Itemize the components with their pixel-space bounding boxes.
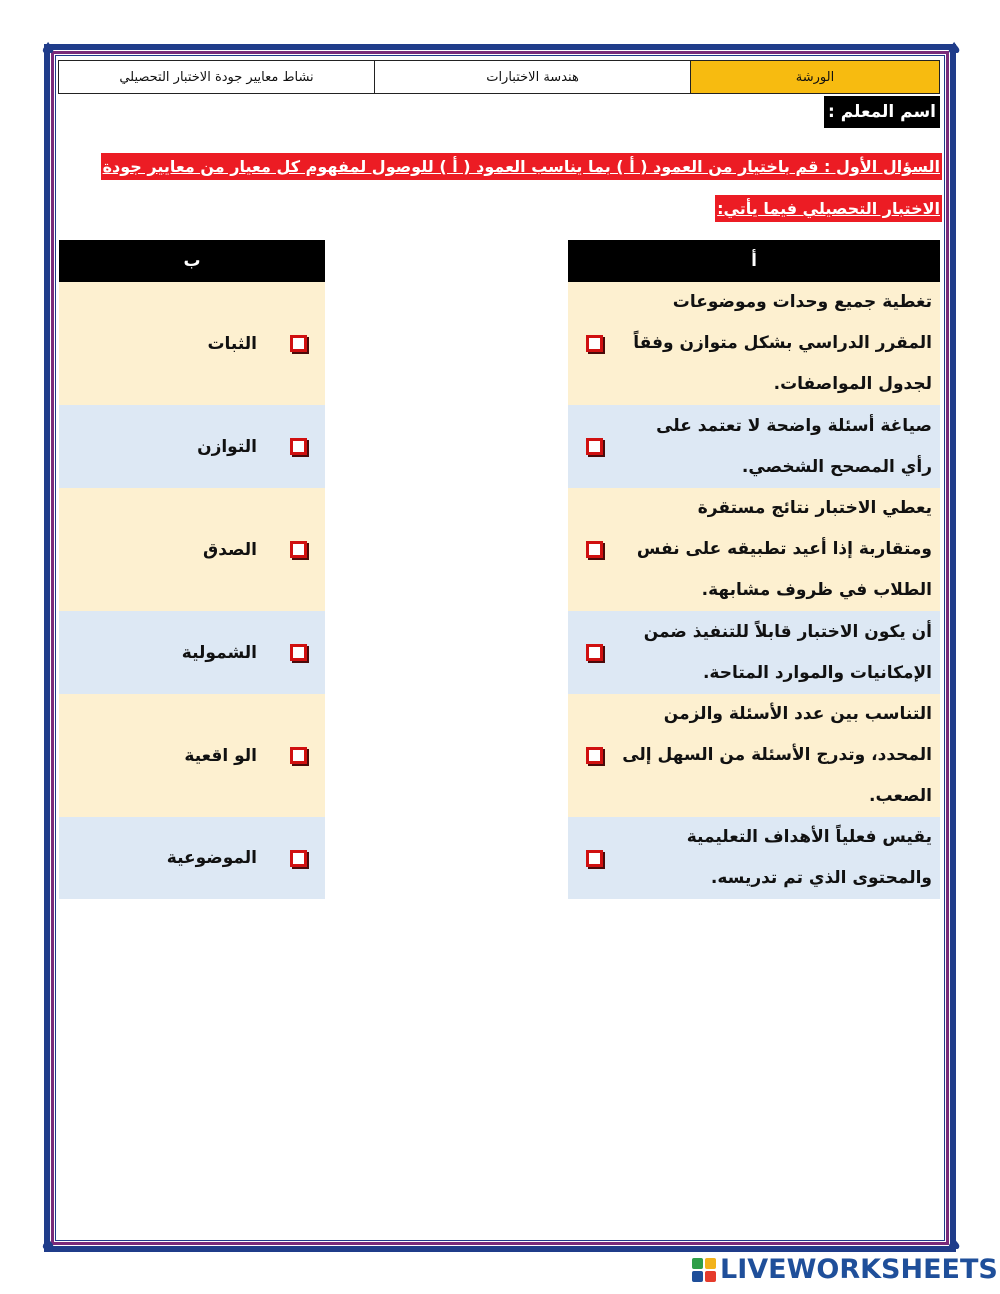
liveworksheets-logo[interactable] [692,1254,998,1285]
question-text: السؤال الأول : قم باختيار من العمود ( أ ) بما يناسب العمود ( أ ) للوصول لمفهوم كل معيار من معايير جودة الاختبار التحصيلي فيما يأتي: [82,146,942,230]
corner-ornament-icon: ♠ [40,39,57,60]
column-b-text: الموضوعية [166,848,257,868]
checkbox-a-2[interactable] [586,438,603,455]
column-a-text: أن يكون الاختبار قابلاً للتنفيذ ضمن الإمكانيات والموارد المتاحة. [643,621,932,683]
column-a-text: التناسب بين عدد الأسئلة والزمن المحدد، وتدرج الأسئلة من السهل إلى الصعب. [622,704,932,806]
column-a-row [568,488,940,611]
column-a-text: صياغة أسئلة واضحة لا تعتمد على رأي المصحح الشخصي. [656,415,932,477]
column-a-text: يعطي الاختبار نتائج مستقرة ومتقاربة إذا أعيد تطبيقه على نفس الطلاب في ظروف مشابهة. [636,498,932,600]
column-a-row [568,282,940,405]
checkbox-a-4[interactable] [586,644,603,661]
header-workshop: الورشة [691,61,940,94]
column-a-row [568,405,940,488]
column-b-row [59,405,325,488]
column-b-text: الشمولية [181,642,257,663]
column-a-text: يقيس فعلياً الأهداف التعليمية والمحتوى الذي تم تدريسه. [686,827,932,888]
checkbox-b-4[interactable] [290,644,307,661]
column-a-row [568,694,940,817]
liveworksheets-logo-text: LIVEWORKSHEETS [720,1254,998,1285]
column-b-text: التوازن [197,436,257,457]
corner-ornament-icon: ♠ [946,1235,963,1256]
column-b-row [59,488,325,611]
column-b-row [59,611,325,694]
column-b-row [59,694,325,817]
checkbox-a-1[interactable] [586,335,603,352]
column-b-text: الو اقعية [184,745,257,766]
column-a-header: أ [568,240,940,282]
checkbox-a-3[interactable] [586,541,603,558]
checkbox-a-5[interactable] [586,747,603,764]
column-b-row [59,817,325,899]
teacher-name-label: اسم المعلم : [824,96,940,128]
checkbox-a-6[interactable] [586,850,603,867]
header-table [58,60,940,94]
liveworksheets-logo-icon [692,1258,716,1282]
corner-ornament-icon: ♠ [40,1235,57,1256]
checkbox-b-1[interactable] [290,335,307,352]
checkbox-b-6[interactable] [290,850,307,867]
corner-ornament-icon: ♠ [946,39,963,60]
checkbox-b-2[interactable] [290,438,307,455]
column-a-row [568,611,940,694]
column-b-row [59,282,325,405]
checkbox-b-3[interactable] [290,541,307,558]
column-b-text: الثبات [207,333,257,354]
column-b-text: الصدق [203,539,257,560]
column-b-header: ب [59,240,325,282]
header-activity: نشاط معايير جودة الاختبار التحصيلي [59,61,375,94]
column-a-row [568,817,940,899]
column-a-text: تغطية جميع وحدات وموضوعات المقرر الدراسي بشكل متوازن وفقاً لجدول المواصفات. [633,292,932,394]
checkbox-b-5[interactable] [290,747,307,764]
header-engineering: هندسة الاختبارات [375,61,691,94]
